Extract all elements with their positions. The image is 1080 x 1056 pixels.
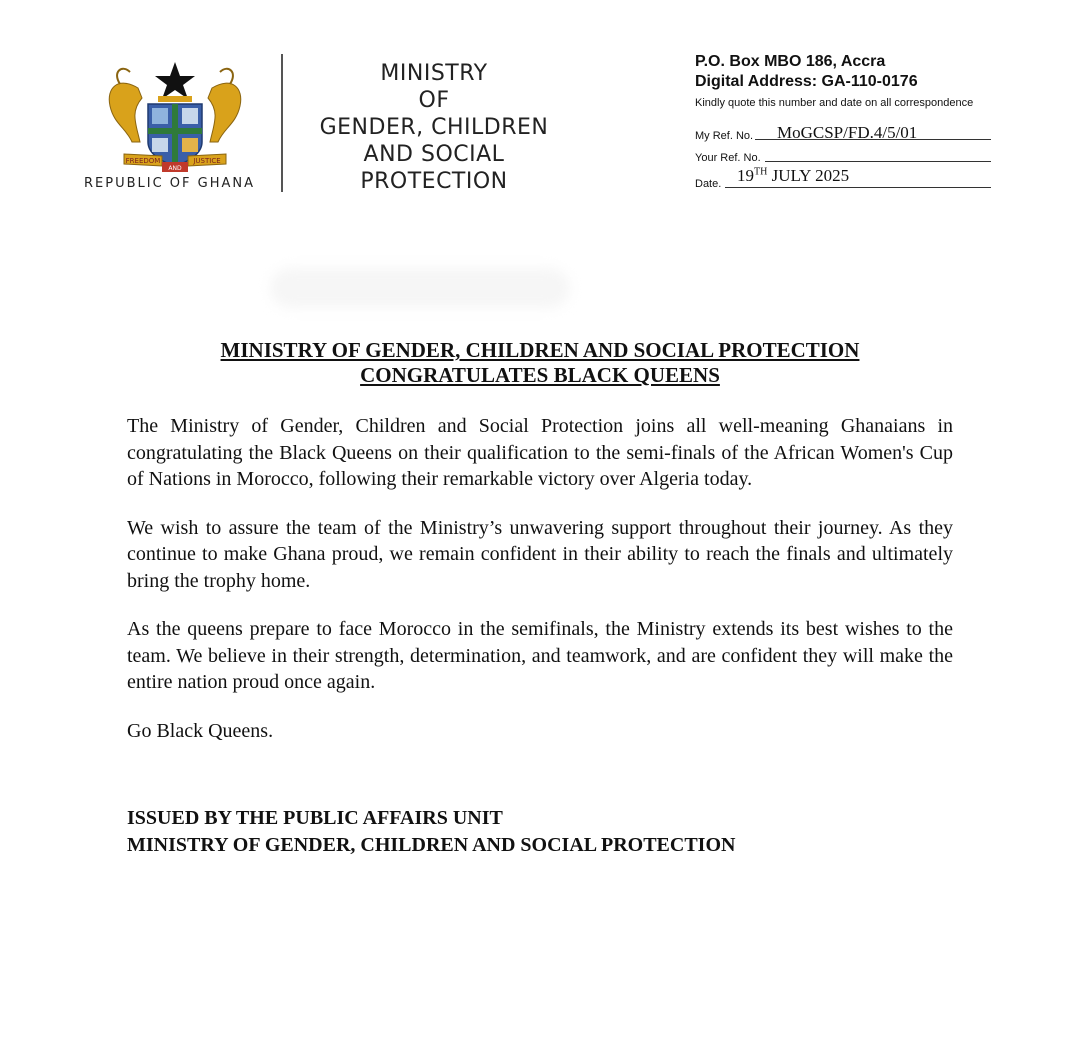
- date-value: [737, 166, 849, 186]
- headline-line-1: MINISTRY OF GENDER, CHILDREN AND SOCIAL PROTECTION: [220, 338, 860, 362]
- letterhead-divider: [281, 54, 283, 192]
- my-ref-label: My Ref. No.: [695, 130, 754, 142]
- po-box: P.O. Box MBO 186, Accra: [695, 53, 886, 70]
- paragraph: The Ministry of Gender, Children and Social Protection joins all well-meaning Ghanaians in congratulating the Black Queens on their qualification to the semi-finals of the African Women's Cup of Nations in Morocco, following their remarkable victory over Algeria today.: [127, 415, 953, 490]
- quote-note: Kindly quote this number and date on all correspondence: [695, 97, 974, 109]
- signoff: [127, 805, 735, 859]
- digital-address: Digital Address: GA-110-0176: [695, 73, 918, 90]
- your-ref-row: [695, 144, 991, 164]
- my-ref-value: MoGCSP/FD.4/5/01: [777, 123, 918, 142]
- ministry-line: AND SOCIAL: [363, 142, 505, 167]
- my-ref-row: [695, 122, 991, 142]
- signoff-line-1: ISSUED BY THE PUBLIC AFFAIRS UNIT: [127, 807, 503, 829]
- paragraph: Go Black Queens.: [127, 719, 274, 742]
- ministry-line: GENDER, CHILDREN: [319, 115, 549, 140]
- your-ref-label: Your Ref. No.: [695, 152, 761, 164]
- letterhead: [0, 0, 1080, 210]
- paragraph: We wish to assure the team of the Ministry’s unwavering support throughout their journey. As they continue to make Ghana proud, we remain confident in their ability to reach the finals and ultimately bring the trophy home.: [127, 516, 953, 592]
- motto-and: AND: [168, 165, 182, 172]
- date-suffix: TH: [754, 166, 768, 178]
- date-label: Date.: [695, 178, 722, 190]
- signoff-line-2: MINISTRY OF GENDER, CHILDREN AND SOCIAL PROTECTION: [127, 834, 736, 856]
- contact-block: [695, 52, 995, 190]
- body-text: [127, 413, 953, 766]
- ministry-line: PROTECTION: [360, 169, 508, 194]
- paragraph: As the queens prepare to face Morocco in the semifinals, the Ministry extends its best wishes to the team. We believe in their strength, determination, and teamwork, and are confident they will make the entire nation proud once again.: [127, 618, 953, 693]
- republic-label: REPUBLIC OF GHANA: [84, 176, 256, 191]
- motto-freedom: FREEDOM: [125, 157, 161, 165]
- scan-smudge: [270, 268, 570, 308]
- date-rest: JULY 2025: [771, 166, 850, 185]
- ghana-coat-of-arms-icon: [100, 58, 250, 178]
- press-release-headline: [0, 338, 1080, 388]
- ministry-line: OF: [418, 88, 450, 113]
- your-ref-line: [765, 161, 991, 162]
- ministry-line: MINISTRY: [380, 61, 488, 86]
- motto-justice: JUSTICE: [193, 157, 221, 165]
- date-line: [725, 187, 991, 188]
- headline-line-2: CONGRATULATES BLACK QUEENS: [360, 363, 720, 387]
- date-row: [695, 166, 991, 190]
- ministry-name: [296, 60, 572, 195]
- date-day: 19: [737, 166, 754, 185]
